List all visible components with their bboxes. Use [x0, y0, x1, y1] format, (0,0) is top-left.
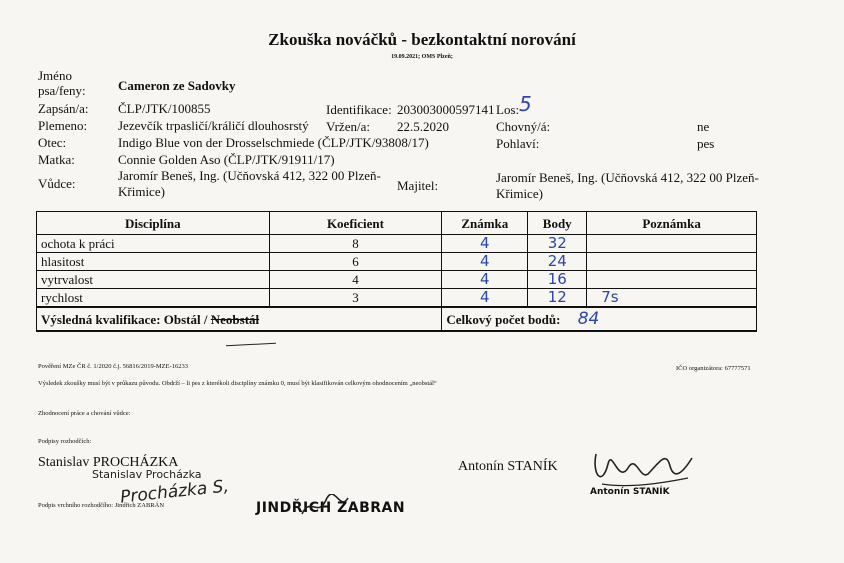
points-cell: 12 [528, 289, 587, 308]
table-row [37, 289, 757, 308]
authorization-ref: Pověření MZe ČR č. 1/2020 č.j. 56816/2019-MZE-16233 [38, 363, 189, 370]
note-cell: 7s [587, 289, 757, 308]
breed-value: Jezevčík trpasličí/králičí dlouhosrstý [118, 118, 309, 133]
result-row [37, 307, 757, 331]
points-cell: 32 [528, 235, 587, 253]
table-row [37, 253, 757, 271]
los-label: Los: [496, 102, 520, 117]
mark-cell: 4 [442, 253, 528, 271]
header-mark: Známka [442, 212, 528, 235]
judge2-signature-scribble [588, 444, 698, 492]
header-points: Body [528, 212, 587, 235]
dog-name: Cameron ze Sadovky [118, 78, 236, 93]
born-value: 22.5.2020 [397, 119, 449, 134]
points-cell: 16 [528, 271, 587, 289]
total-value: 84 [577, 308, 600, 329]
ico-number: IČO organizátora: 67777571 [676, 365, 751, 372]
coef-cell: 6 [269, 253, 442, 271]
strike-line [226, 343, 276, 347]
header-note: Poznámka [587, 212, 757, 235]
judge1-signature: Procházka S, [119, 476, 230, 508]
header-discipline: Disciplína [37, 212, 270, 235]
document-subtitle: 19.09.2021; OMS Plzeň; [391, 54, 453, 60]
mother-value: Connie Golden Aso (ČLP/JTK/91911/17) [118, 152, 335, 167]
coef-cell: 8 [269, 235, 442, 253]
table-header-row [37, 212, 757, 235]
note-cell [587, 235, 757, 253]
result-struck: Neobstál [210, 311, 260, 327]
discipline-cell: ochota k práci [37, 235, 270, 253]
note-cell [587, 253, 757, 271]
points-cell: 24 [528, 253, 587, 271]
judge2-name: Antonín STANÍK [458, 459, 558, 474]
father-label: Otec: [38, 135, 67, 150]
judge1-name: Stanislav PROCHÁZKA [38, 455, 179, 470]
name-label: Jméno psa/feny: [38, 68, 86, 98]
owner-line1: Jaromír Beneš, Ing. (Učňovská 412, 322 00 Plzeň- [496, 170, 759, 185]
owner-label: Majitel: [397, 178, 439, 193]
note-cell [587, 271, 757, 289]
mark-cell: 4 [442, 289, 528, 308]
discipline-cell: rychlost [37, 289, 270, 308]
breed-label: Plemeno: [38, 118, 88, 133]
born-label: Vržen/a: [326, 119, 370, 134]
coef-cell: 4 [269, 271, 442, 289]
chief-judge-stamp: JINDŘICH ZABRAN [256, 500, 406, 516]
results-table [36, 211, 757, 332]
discipline-cell: hlasitost [37, 253, 270, 271]
result-cell [37, 307, 442, 331]
handler-label: Vůdce: [38, 176, 76, 191]
chief-judge-label: Podpis vrchního rozhodčího: Jindřich ZABRÁN [38, 502, 165, 509]
header-coefficient: Koeficient [269, 212, 442, 235]
result-label: Výsledná kvalifikace: Obstál / [41, 311, 211, 327]
result-note: Výsledek zkoušky musí být v průkazu původu. Obdrží – li pes z kterékoli disciplíny známku 0, musí být klasifikován celkovým ohodnocením „neobstál“ [38, 380, 437, 387]
coef-cell: 3 [269, 289, 442, 308]
total-label: Celkový počet bodů: [446, 311, 561, 327]
discipline-cell: vytrvalost [37, 271, 270, 289]
document-title: Zkouška nováčků - bezkontaktní norování [268, 30, 576, 49]
judge1-stamp: Stanislav Procházka [92, 468, 202, 481]
sex-value: pes [697, 136, 715, 151]
judges-label: Podpisy rozhodčích: [38, 438, 92, 445]
chief-signature-scribble [300, 494, 350, 520]
id-value: 203003000597141 [397, 102, 495, 117]
handler-line2: Křimice) [118, 184, 165, 199]
mark-cell: 4 [442, 271, 528, 289]
breeder-label: Chovný/á: [496, 119, 551, 134]
mother-label: Matka: [38, 152, 75, 167]
id-label: Identifikace: [326, 102, 392, 117]
judge2-stamp: Antonín STANÍK [590, 487, 670, 497]
assessment-label: Zhodnocení práce a chování vůdce: [38, 410, 131, 417]
los-value: 5 [519, 92, 532, 116]
table-row [37, 235, 757, 253]
handwriting-overlay [406, 236, 553, 332]
registered-label: Zapsán/a: [38, 101, 89, 116]
registered-value: ČLP/JTK/100855 [118, 101, 211, 116]
handler-line1: Jaromír Beneš, Ing. (Učňovská 412, 322 00 Plzeň- [118, 168, 381, 183]
owner-line2: Křimice) [496, 186, 543, 201]
sex-label: Pohlaví: [496, 136, 540, 151]
mark-cell: 4 [442, 235, 528, 253]
father-value: Indigo Blue von der Drosselschmiede (ČLP/JTK/93808/17) [118, 135, 429, 150]
table-row [37, 271, 757, 289]
breeder-value: ne [697, 119, 710, 134]
